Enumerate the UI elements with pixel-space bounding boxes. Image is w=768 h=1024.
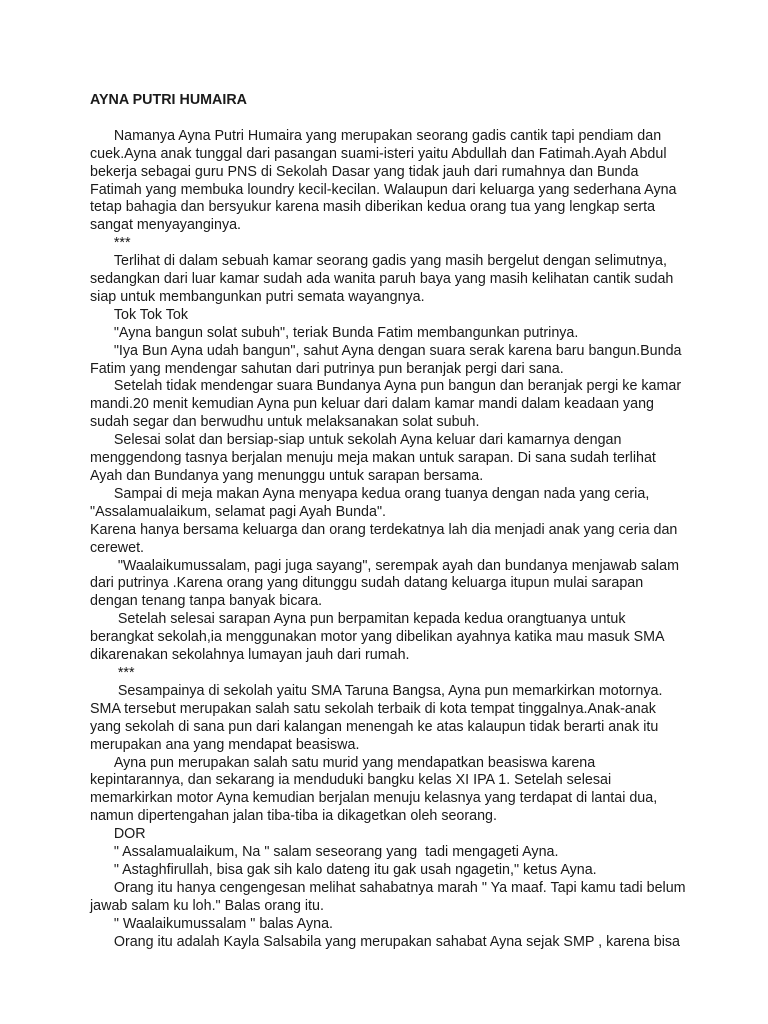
story-paragraph: Orang itu adalah Kayla Salsabila yang merupakan sahabat Ayna sejak SMP , karena bisa	[90, 933, 680, 950]
story-paragraph: Sampai di meja makan Ayna menyapa kedua orang tuanya dengan nada yang ceria, "Assalamualaikum, selamat pagi Ayah Bunda".	[90, 485, 654, 520]
document-body	[90, 92, 690, 951]
story-paragraph: Karena hanya bersama keluarga dan orang terdekatnya lah dia menjadi anak yang ceria dan cerewet.	[90, 521, 682, 556]
story-paragraph: Selesai solat dan bersiap-siap untuk sekolah Ayna keluar dari kamarnya dengan menggendong tasnya berjalan menuju meja makan untuk sarapan. Di sana sudah terlihat Ayah dan Bundanya yang menunggu untuk sarapan bersama.	[90, 432, 660, 485]
story-paragraph: Setelah selesai sarapan Ayna pun berpamitan kepada kedua orangtuanya untuk berangkat sekolah,ia menggunakan motor yang dibelikan ayahnya katika mau masuk SMA dikarenakan sekolahnya lumayan jauh dari rumah.	[90, 611, 668, 664]
story-paragraph: Tok Tok Tok	[90, 306, 189, 323]
story-paragraph: ***	[90, 664, 135, 681]
story-paragraph: Sesampainya di sekolah yaitu SMA Taruna Bangsa, Ayna pun memarkirkan motornya. SMA tersebut merupakan salah satu sekolah terbaik di kota tempat tinggalnya.Anak-anak yang sekolah di sana pun dari kalangan menengah ke atas kalaupun tidak berarti anak itu merupakan ana yang mendapat beasiswa.	[90, 682, 667, 753]
story-paragraph: Ayna pun merupakan salah satu murid yang mendapatkan beasiswa karena kepintarannya, dan sekarang ia menduduki bangku kelas XI IPA 1. Setelah selesai memarkirkan motor Ayna kemudian berjalan menuju kelasnya yang terdapat di lantai dua, namun dipertengahan jalan tiba-tiba ia dikagetkan oleh seorang.	[90, 754, 662, 825]
story-paragraph: "Waalaikumussalam, pagi juga sayang", serempak ayah dan bundanya menjawab salam dari putrinya .Karena orang yang ditunggu sudah datang keluarga itupun mulai sarapan dengan tenang tanpa banyak bicara.	[90, 557, 683, 610]
story-paragraph: " Assalamualaikum, Na " salam seseorang yang tadi mengageti Ayna.	[90, 844, 559, 861]
story-paragraph: ***	[90, 235, 131, 252]
story-paragraph: Namanya Ayna Putri Humaira yang merupakan seorang gadis cantik tapi pendiam dan cuek.Ayna anak tunggal dari pasangan suami-isteri yaitu Abdullah dan Fatimah.Ayah Abdul bekerja sebagai guru PNS di Sekolah Dasar yang tidak jauh dari rumahnya dan Bunda Fatimah yang membuka loundry kecil-kecilan. Walaupun dari keluarga yang sederhana Ayna tetap bahagia dan bersyukur karena masih diberikan kedua orang tua yang lengkap serta sangat menyayanginya.	[90, 127, 681, 234]
story-paragraph: Setelah tidak mendengar suara Bundanya Ayna pun bangun dan beranjak pergi ke kamar mandi.20 menit kemudian Ayna pun keluar dari dalam kamar mandi dalam keadaan yang sudah segar dan berwudhu untuk melaksanakan solat subuh.	[90, 378, 686, 431]
story-text	[90, 128, 690, 952]
story-paragraph: Terlihat di dalam sebuah kamar seorang gadis yang masih bergelut dengan selimutnya, sedangkan dari luar kamar sudah ada wanita paruh baya yang masih kelihatan cantik sudah siap untuk membangunkan putri semata wayangnya.	[90, 253, 678, 305]
story-paragraph: Orang itu hanya cengengesan melihat sahabatnya marah " Ya maaf. Tapi kamu tadi belum jawab salam ku loh." Balas orang itu.	[90, 879, 690, 914]
story-paragraph: "Ayna bangun solat subuh", teriak Bunda Fatim membangunkan putrinya.	[90, 324, 579, 341]
story-paragraph: " Waalaikumussalam " balas Ayna.	[90, 915, 333, 932]
story-paragraph: "Iya Bun Ayna udah bangun", sahut Ayna dengan suara serak karena baru bangun.Bunda Fatim yang mendengar sahutan dari putrinya pun beranjak pergi dari sana.	[90, 342, 686, 377]
document-title: AYNA PUTRI HUMAIRA	[90, 92, 248, 108]
story-paragraph: DOR	[90, 826, 146, 843]
story-paragraph: " Astaghfirullah, bisa gak sih kalo dateng itu gak usah ngagetin," ketus Ayna.	[90, 861, 597, 878]
